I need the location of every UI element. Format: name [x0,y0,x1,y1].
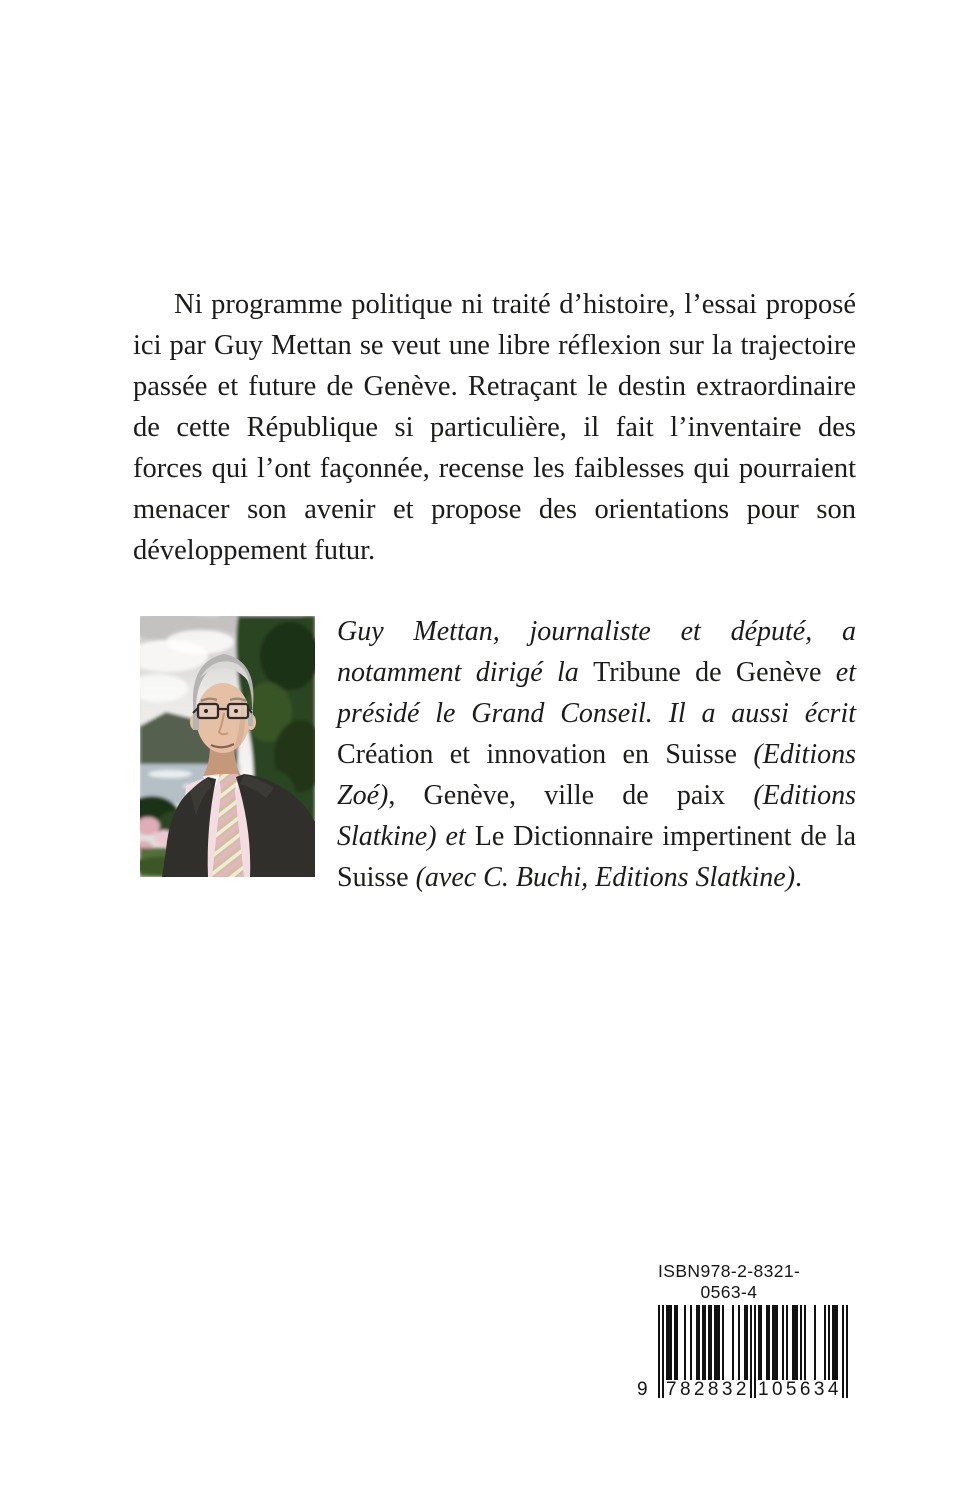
isbn-label: ISBN [658,1261,701,1281]
synopsis-paragraph: Ni programme politique ni traité d’histoire, l’essai proposé ici par Guy Mettan se veut une libre réflexion sur la trajectoire passée et future de Genève. Retraçant le destin extraordinaire de cette République si particulière, il fait l’inventaire des forces qui l’ont façonnée, recense les faiblesses qui pourraient menacer son avenir et propose des orientations pour son développement futur. [133,289,856,566]
isbn-label-row [658,1261,846,1303]
isbn-barcode-block [633,1261,853,1403]
author-portrait-illustration [140,616,315,877]
eye-left [204,709,208,713]
ean13-barcode [633,1305,853,1403]
author-photo [140,616,315,877]
isbn-number: 978-2-8321-0563-4 [700,1261,801,1302]
ean-first-digit: 9 [637,1379,648,1400]
author-bio-text: Guy Mettan, journaliste et député, a notamment dirigé la Tribune de Genève et présidé le Grand Conseil. Il a aussi écrit Création et innovation en Suisse (Editions Zoé), Genève, ville de paix (Editions Slatkine) et Le Dictionnaire impertinent de la Suisse (avec C. Buchi, Editions Slatkine). [337,616,857,893]
ean-left-digits: 782832 [666,1379,750,1400]
ean-right-digits: 105634 [758,1379,842,1400]
author-section [140,611,856,898]
eye-right [234,709,238,713]
